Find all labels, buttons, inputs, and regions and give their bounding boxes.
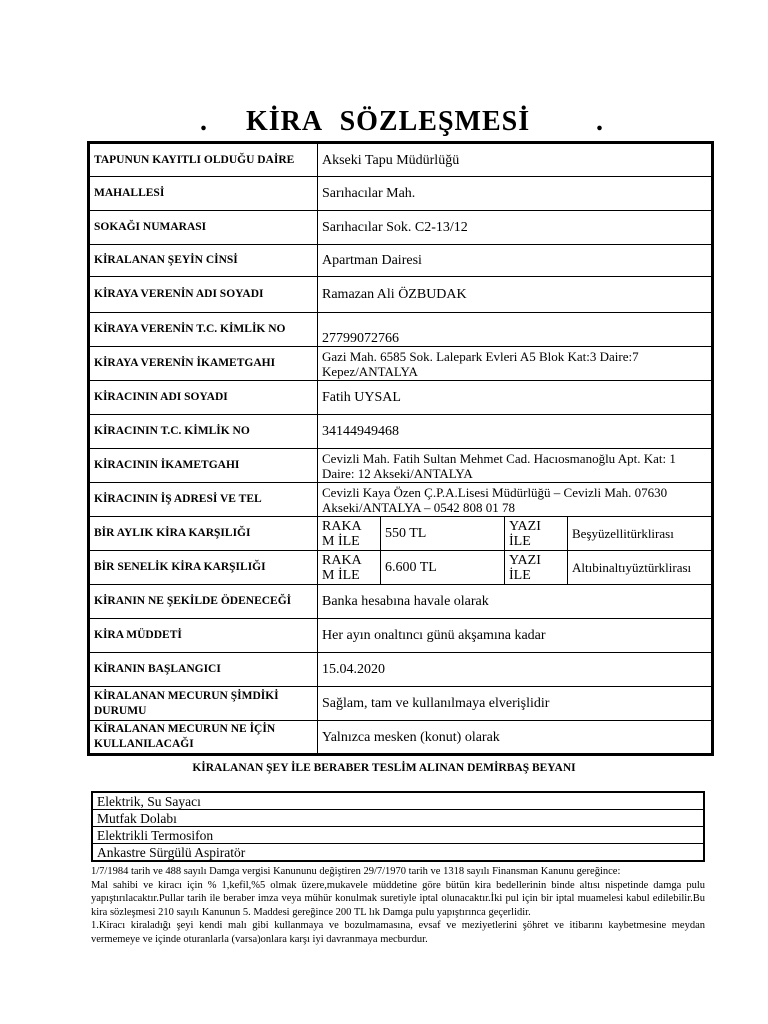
- numeric-label: RAKA M İLE: [318, 551, 381, 585]
- numeric-label: RAKA M İLE: [318, 517, 381, 551]
- rent-row-monthly: [89, 517, 713, 551]
- list-item: [92, 844, 704, 862]
- list-item: [92, 810, 704, 827]
- table-row: [89, 721, 713, 755]
- text-value: Beşyüzellitürklirası: [568, 517, 713, 551]
- row-value: 27799072766: [318, 313, 713, 347]
- text-label: YAZI İLE: [505, 517, 568, 551]
- numeric-value: 6.600 TL: [381, 551, 505, 585]
- table-row: [89, 313, 713, 347]
- row-label: KİRA MÜDDETİ: [89, 619, 318, 653]
- inventory-item: Elektrikli Termosifon: [92, 827, 704, 844]
- inventory-item: Mutfak Dolabı: [92, 810, 704, 827]
- table-row: [89, 619, 713, 653]
- row-value: Cevizli Mah. Fatih Sultan Mehmet Cad. Hacıosmanoğlu Apt. Kat: 1 Daire: 12 Akseki/ANTALYA: [318, 449, 713, 483]
- table-row: [89, 449, 713, 483]
- legal-notes: [91, 865, 705, 946]
- title-dot-right: .: [596, 106, 604, 137]
- row-value: Apartman Dairesi: [318, 245, 713, 277]
- row-value: Ramazan Ali ÖZBUDAK: [318, 277, 713, 313]
- row-value: Yalnızca mesken (konut) olarak: [318, 721, 713, 755]
- row-label: TAPUNUN KAYITLI OLDUĞU DAİRE: [89, 143, 318, 177]
- text-value: Altıbinaltıyüztürklirası: [568, 551, 713, 585]
- note-paragraph: Mal sahibi ve kiracı için % 1,kefil,%5 olmak üzere,mukavele müddetine göre bütün kira bedellerinin binde altısı nispetinde damga pulu yapıştırılacaktır.Pullar tarih ile beraber imza veya mühür konulmak suretiyle iptal olunacaktır.İki pul için bir iptal muamelesi kabul edilebilir.Bu kira sözleşmesi 210 sayılı Kanunun 5. Maddesi gereğince 200 TL lık Damga pulu yapıştırınca geçerlidir.: [91, 879, 705, 918]
- note-paragraph: 1.Kiracı kiraladığı şeyi kendi malı gibi kullanmaya ve bozulmamasına, evsaf ve meziyetlerini şöhret ve itibarını kaybetmesine meydan vermemeye ve içinde oturanlarla (varsa)onlara karşı iyi davranmaya mecburdur.: [91, 920, 705, 945]
- row-value: Her ayın onaltıncı günü akşamına kadar: [318, 619, 713, 653]
- row-value: Fatih UYSAL: [318, 381, 713, 415]
- row-value: Sarıhacılar Sok. C2-13/12: [318, 211, 713, 245]
- row-label: KİRACININ ADI SOYADI: [89, 381, 318, 415]
- table-row: [89, 143, 713, 177]
- row-value: Cevizli Kaya Özen Ç.P.A.Lisesi Müdürlüğü – Cevizli Mah. 07630 Akseki/ANTALYA – 0542 808 01 78: [318, 483, 713, 517]
- table-row: [89, 245, 713, 277]
- document-title: [0, 106, 768, 142]
- row-label: KİRALANAN ŞEYİN CİNSİ: [89, 245, 318, 277]
- inventory-table: [91, 791, 705, 862]
- title-dot-left: .: [200, 106, 208, 137]
- table-row: [89, 585, 713, 619]
- row-label: KİRACININ T.C. KİMLİK NO: [89, 415, 318, 449]
- row-label: KİRANIN NE ŞEKİLDE ÖDENECEĞİ: [89, 585, 318, 619]
- row-value: Banka hesabına havale olarak: [318, 585, 713, 619]
- table-row: [89, 415, 713, 449]
- table-row: [89, 381, 713, 415]
- row-label: BİR AYLIK KİRA KARŞILIĞI: [89, 517, 318, 551]
- row-value: Akseki Tapu Müdürlüğü: [318, 143, 713, 177]
- contract-table: [87, 141, 714, 756]
- row-label: KİRAYA VERENİN T.C. KİMLİK NO: [89, 313, 318, 347]
- rent-row-yearly: [89, 551, 713, 585]
- inventory-title: KİRALANAN ŞEY İLE BERABER TESLİM ALINAN DEMİRBAŞ BEYANI: [192, 762, 576, 774]
- table-row: [89, 687, 713, 721]
- row-label: SOKAĞI NUMARASI: [89, 211, 318, 245]
- row-label: KİRAYA VERENİN ADI SOYADI: [89, 277, 318, 313]
- numeric-value: 550 TL: [381, 517, 505, 551]
- inventory-item: Ankastre Sürgülü Aspiratör: [92, 844, 704, 862]
- table-row: [89, 277, 713, 313]
- note-paragraph: 1/7/1984 tarih ve 488 sayılı Damga vergisi Kanununu değiştiren 29/7/1970 tarih ve 1318 sayılı Finansman Kanunu gereğince:: [91, 866, 621, 877]
- row-value: 34144949468: [318, 415, 713, 449]
- row-value: Sağlam, tam ve kullanılmaya elverişlidir: [318, 687, 713, 721]
- list-item: [92, 792, 704, 810]
- table-row: [89, 177, 713, 211]
- table-row: [89, 347, 713, 381]
- row-label: MAHALLESİ: [89, 177, 318, 211]
- row-label: KİRALANAN MECURUN ŞİMDİKİ DURUMU: [89, 687, 318, 721]
- text-label: YAZI İLE: [505, 551, 568, 585]
- inventory-item: Elektrik, Su Sayacı: [92, 792, 704, 810]
- table-row: [89, 211, 713, 245]
- list-item: [92, 827, 704, 844]
- title-text: KİRA SÖZLEŞMESİ: [246, 106, 531, 137]
- row-label: KİRACININ İŞ ADRESİ VE TEL: [89, 483, 318, 517]
- row-label: KİRACININ İKAMETGAHI: [89, 449, 318, 483]
- row-label: KİRAYA VERENİN İKAMETGAHI: [89, 347, 318, 381]
- table-row: [89, 653, 713, 687]
- row-value: 15.04.2020: [318, 653, 713, 687]
- table-row: [89, 483, 713, 517]
- row-label: KİRALANAN MECURUN NE İÇİN KULLANILACAĞI: [89, 721, 318, 755]
- row-value: Sarıhacılar Mah.: [318, 177, 713, 211]
- row-label: BİR SENELİK KİRA KARŞILIĞI: [89, 551, 318, 585]
- row-value: Gazi Mah. 6585 Sok. Lalepark Evleri A5 Blok Kat:3 Daire:7 Kepez/ANTALYA: [318, 347, 713, 381]
- row-label: KİRANIN BAŞLANGICI: [89, 653, 318, 687]
